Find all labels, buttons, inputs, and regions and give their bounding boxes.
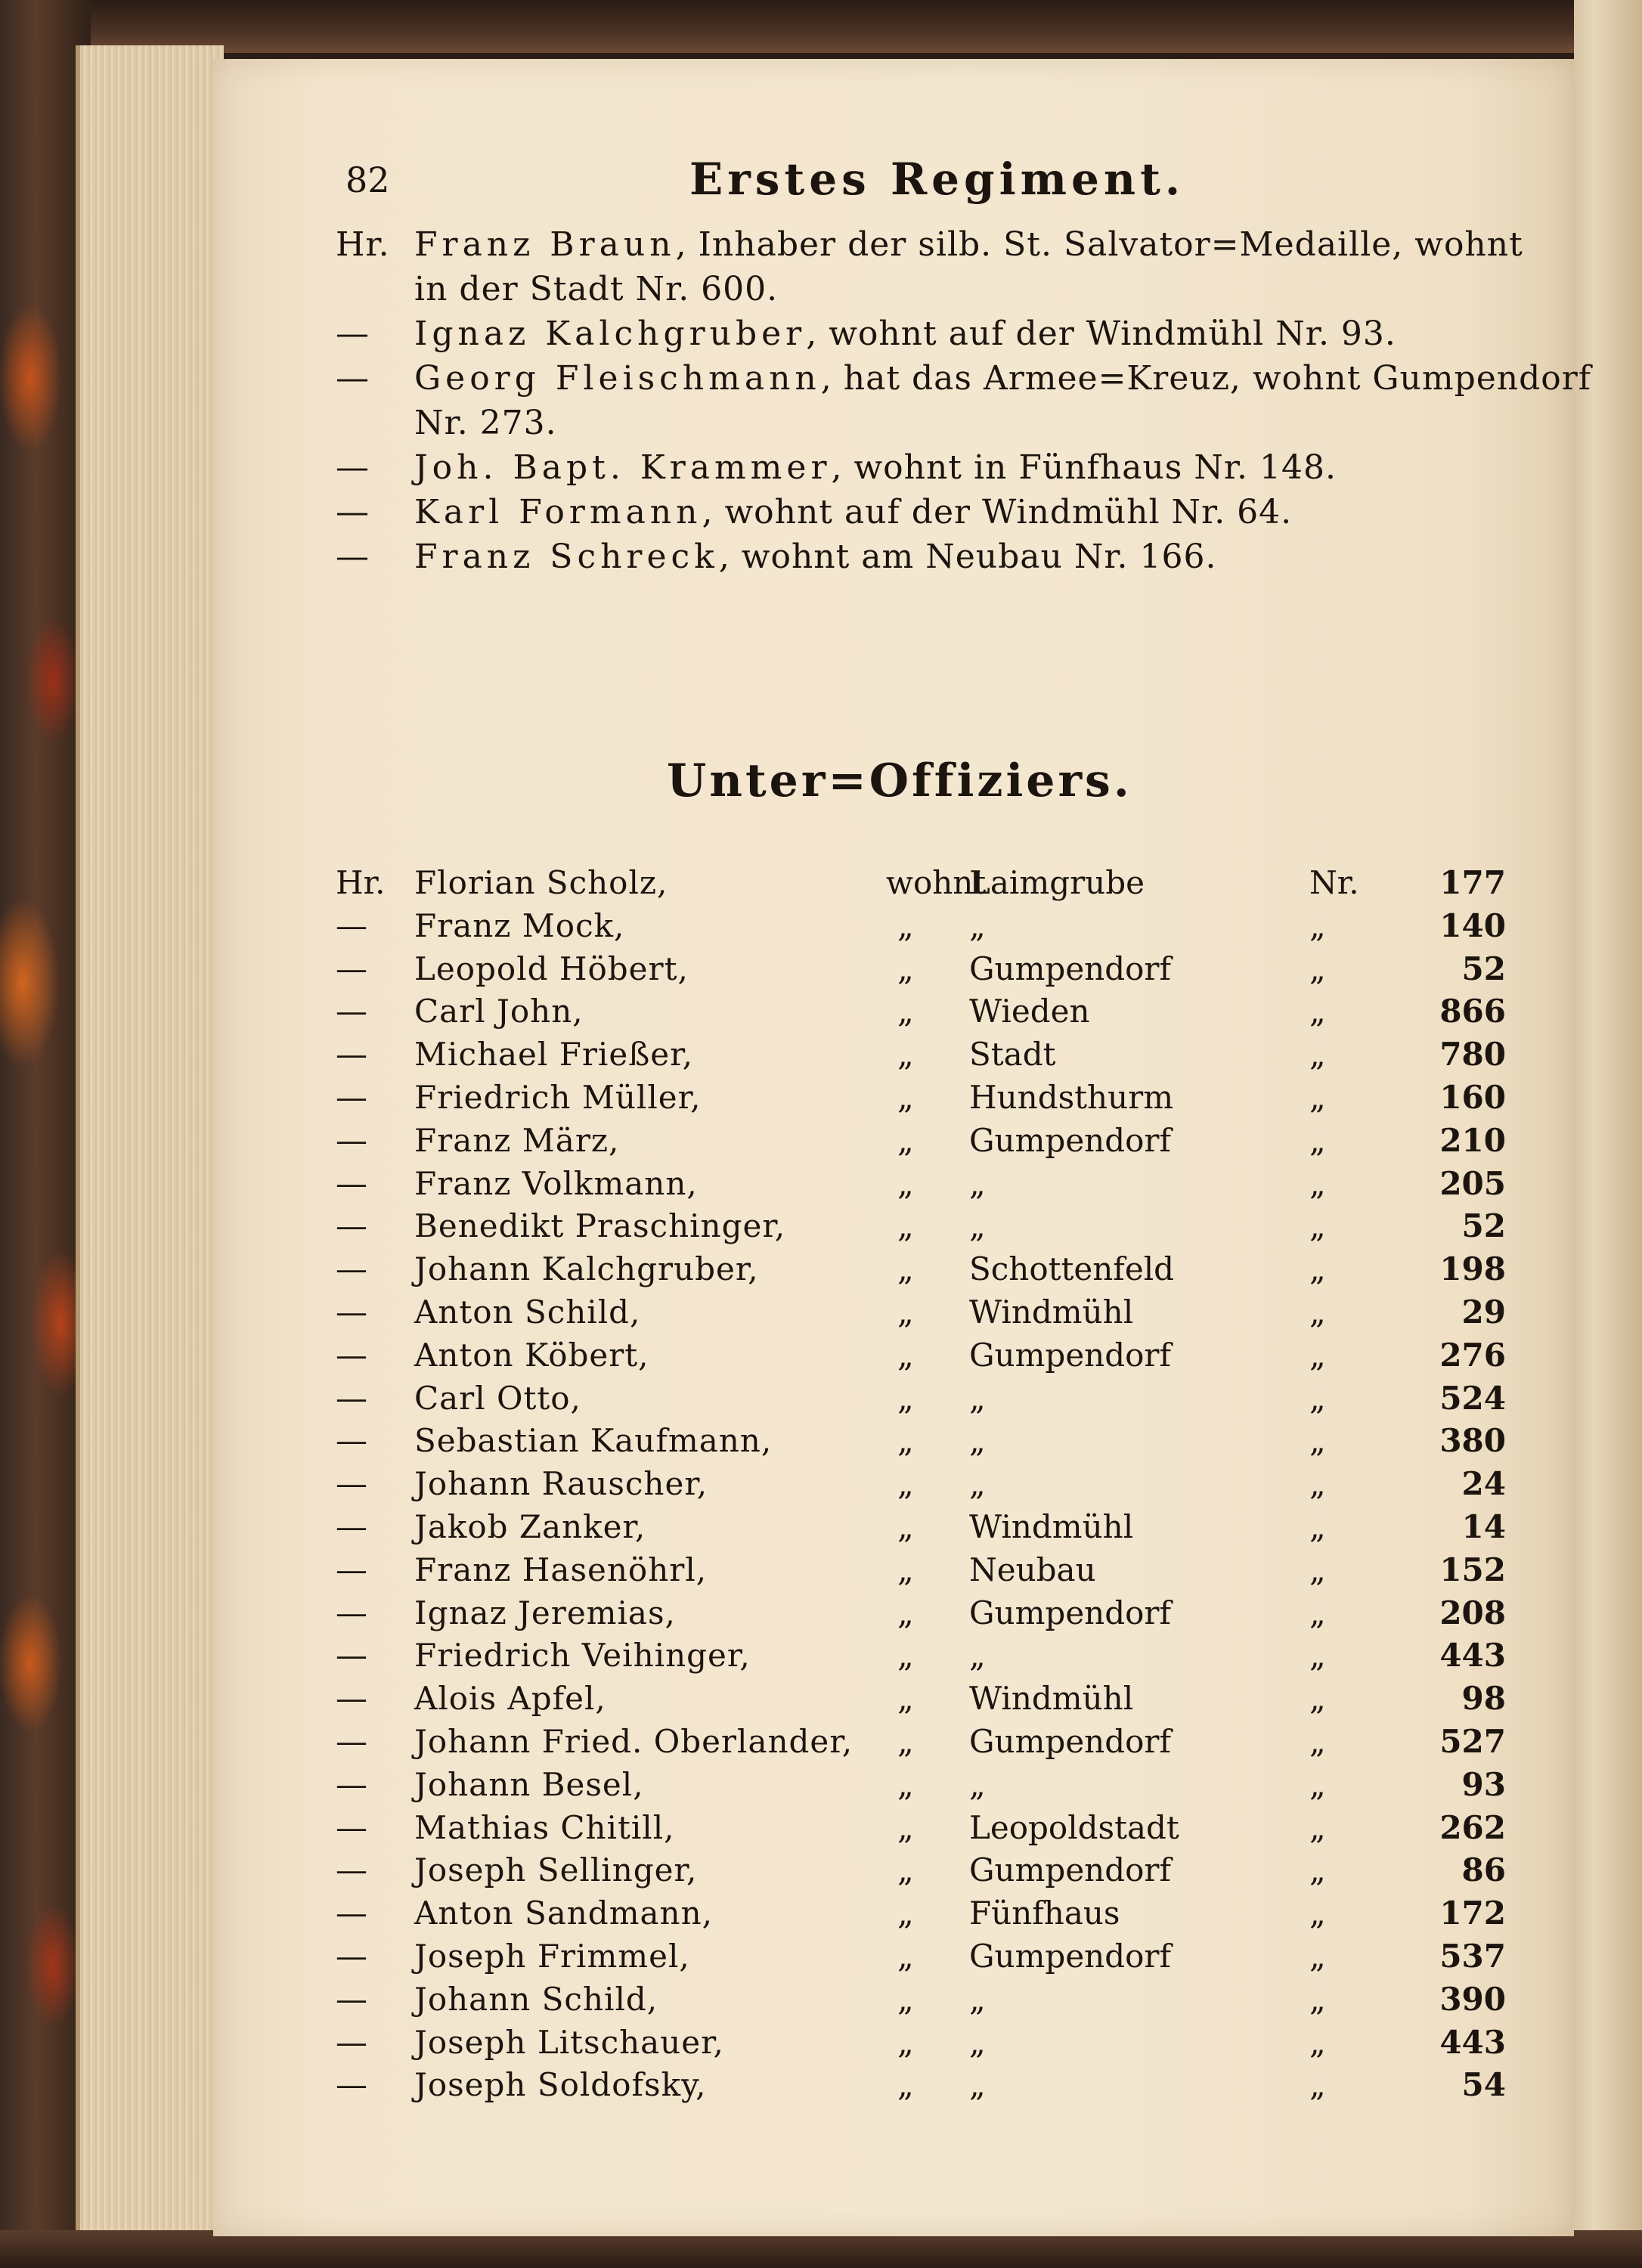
nr-label: „ xyxy=(1309,2023,1326,2061)
nr-label: „ xyxy=(1309,1336,1326,1374)
house-number: 152 xyxy=(1439,1551,1506,1588)
district-name: „ xyxy=(969,1422,986,1460)
district-name: Gumpendorf xyxy=(969,1851,1172,1889)
house-number: 198 xyxy=(1439,1250,1506,1288)
row-prefix: — xyxy=(336,1508,367,1545)
wohnt-label: „ xyxy=(897,1723,914,1760)
district-name: Stadt xyxy=(969,1036,1056,1074)
row-prefix: — xyxy=(336,1680,367,1718)
row-prefix: — xyxy=(336,906,367,944)
entry-name: Franz Braun xyxy=(414,225,676,264)
officer-name: Carl John, xyxy=(414,993,584,1030)
house-number: 380 xyxy=(1439,1422,1506,1460)
officer-name: Anton Sandmann, xyxy=(414,1895,714,1932)
row-prefix: — xyxy=(336,1551,367,1588)
officer-name: Johann Kalchgruber, xyxy=(414,1250,759,1288)
wohnt-label: „ xyxy=(897,1379,914,1417)
entry-text: Nr. 273. xyxy=(414,404,557,442)
nr-label: „ xyxy=(1309,1980,1326,2018)
entry-text: , wohnt am Neubau Nr. 166. xyxy=(718,538,1217,576)
row-prefix: — xyxy=(336,1294,367,1331)
wohnt-label: „ xyxy=(897,1808,914,1846)
officer-name: Leopold Höbert, xyxy=(414,950,689,987)
nr-label: „ xyxy=(1309,1808,1326,1846)
page-block-edges xyxy=(76,45,224,2238)
house-number: 205 xyxy=(1439,1164,1506,1202)
district-name: Gumpendorf xyxy=(969,1336,1172,1374)
row-prefix: — xyxy=(336,1765,367,1803)
wohnt-label: „ xyxy=(897,1294,914,1331)
top-entry-line xyxy=(336,493,1292,531)
officer-name: Joseph Soldofsky, xyxy=(414,2066,707,2104)
roster-row xyxy=(213,864,1574,906)
officer-name: Benedikt Praschinger, xyxy=(414,1207,786,1245)
house-number: 443 xyxy=(1439,2023,1506,2061)
entry-prefix: — xyxy=(336,538,370,576)
roster-row xyxy=(213,1895,1574,1937)
house-number: 14 xyxy=(1461,1508,1506,1545)
roster-row xyxy=(213,1637,1574,1679)
district-name: Neubau xyxy=(969,1551,1096,1588)
officer-name: Anton Köbert, xyxy=(414,1336,649,1374)
wohnt-label: „ xyxy=(897,1250,914,1288)
facing-page-edge xyxy=(1574,0,1642,2268)
roster-row xyxy=(213,1250,1574,1293)
row-prefix: — xyxy=(336,1980,367,2018)
wohnt-label: „ xyxy=(897,1680,914,1718)
entry-text: , wohnt auf der Windmühl Nr. 93. xyxy=(806,314,1396,353)
row-prefix: — xyxy=(336,1851,367,1889)
row-prefix: — xyxy=(336,993,367,1030)
officer-name: Franz Volkmann, xyxy=(414,1164,698,1202)
district-name: Gumpendorf xyxy=(969,1938,1172,1975)
nr-label: „ xyxy=(1309,1036,1326,1074)
row-prefix: — xyxy=(336,1079,367,1116)
page-number: 82 xyxy=(345,160,390,200)
house-number: 527 xyxy=(1439,1723,1506,1760)
row-prefix: — xyxy=(336,1465,367,1503)
roster-row xyxy=(213,1465,1574,1507)
wohnt-label: „ xyxy=(897,1465,914,1503)
row-prefix: — xyxy=(336,1637,367,1675)
wohnt-label: „ xyxy=(897,993,914,1030)
roster-row xyxy=(213,907,1574,950)
house-number: 24 xyxy=(1461,1465,1506,1503)
nr-label: „ xyxy=(1309,1079,1326,1116)
nr-label: Nr. xyxy=(1309,864,1359,901)
roster-row xyxy=(213,2066,1574,2108)
district-name: Schottenfeld xyxy=(969,1250,1175,1288)
book-cover-top xyxy=(0,0,1642,53)
roster-row xyxy=(213,1165,1574,1207)
district-name: „ xyxy=(969,1379,986,1417)
officer-name: Joseph Sellinger, xyxy=(414,1851,698,1889)
wohnt-label: „ xyxy=(897,1551,914,1588)
row-prefix: — xyxy=(336,950,367,987)
book-page xyxy=(213,59,1592,2236)
roster-row xyxy=(213,1723,1574,1765)
top-entry-line xyxy=(336,359,1591,398)
row-prefix: — xyxy=(336,1121,367,1159)
roster-row xyxy=(213,1851,1574,1894)
officer-name: Joseph Litschauer, xyxy=(414,2023,724,2061)
house-number: 210 xyxy=(1439,1121,1506,1159)
district-name: Gumpendorf xyxy=(969,1723,1172,1760)
officer-name: Johann Rauscher, xyxy=(414,1465,708,1503)
wohnt-label: „ xyxy=(897,1980,914,2018)
row-prefix: — xyxy=(336,1422,367,1460)
district-name: „ xyxy=(969,2066,986,2104)
section-heading: Unter=Offiziers. xyxy=(667,754,1132,807)
roster-row xyxy=(213,1938,1574,1980)
house-number: 52 xyxy=(1461,950,1506,987)
district-name: Fünfhaus xyxy=(969,1895,1120,1932)
roster-row xyxy=(213,1122,1574,1164)
house-number: 177 xyxy=(1439,864,1506,901)
running-head: Erstes Regiment. xyxy=(689,153,1185,205)
wohnt-label: „ xyxy=(897,1336,914,1374)
wohnt-label: „ xyxy=(897,1765,914,1803)
row-prefix: — xyxy=(336,1250,367,1288)
officer-name: Alois Apfel, xyxy=(414,1680,606,1718)
top-entry-line xyxy=(336,404,557,442)
house-number: 443 xyxy=(1439,1637,1506,1675)
district-name: Windmühl xyxy=(969,1508,1134,1545)
officer-name: Johann Besel, xyxy=(414,1765,644,1803)
roster-row xyxy=(213,1380,1574,1422)
officer-name: Franz Mock, xyxy=(414,906,625,944)
nr-label: „ xyxy=(1309,1121,1326,1159)
district-name: Hundsthurm xyxy=(969,1079,1174,1116)
house-number: 276 xyxy=(1439,1336,1506,1374)
wohnt-label: „ xyxy=(897,1938,914,1975)
district-name: „ xyxy=(969,1980,986,2018)
house-number: 29 xyxy=(1461,1294,1506,1331)
roster-row xyxy=(213,1766,1574,1808)
row-prefix: — xyxy=(336,1808,367,1846)
officer-name: Friedrich Müller, xyxy=(414,1079,702,1116)
row-prefix: — xyxy=(336,1164,367,1202)
house-number: 262 xyxy=(1439,1808,1506,1846)
officer-name: Ignaz Jeremias, xyxy=(414,1594,676,1631)
entry-name: Georg Fleischmann xyxy=(414,359,821,398)
nr-label: „ xyxy=(1309,1938,1326,1975)
nr-label: „ xyxy=(1309,1551,1326,1588)
roster-row xyxy=(213,1036,1574,1078)
wohnt-label: „ xyxy=(897,1637,914,1675)
row-prefix: — xyxy=(336,1036,367,1074)
roster-row xyxy=(213,1422,1574,1464)
wohnt-label: „ xyxy=(897,1207,914,1245)
nr-label: „ xyxy=(1309,1765,1326,1803)
nr-label: „ xyxy=(1309,1250,1326,1288)
officer-name: Friedrich Veihinger, xyxy=(414,1637,751,1675)
house-number: 390 xyxy=(1439,1980,1506,2018)
nr-label: „ xyxy=(1309,950,1326,987)
nr-label: „ xyxy=(1309,1379,1326,1417)
entry-text: , wohnt in Fünfhaus Nr. 148. xyxy=(831,448,1337,487)
district-name: „ xyxy=(969,906,986,944)
entry-text: in der Stadt Nr. 600. xyxy=(414,270,779,308)
house-number: 86 xyxy=(1461,1851,1506,1889)
wohnt-label: „ xyxy=(897,1851,914,1889)
nr-label: „ xyxy=(1309,1294,1326,1331)
district-name: „ xyxy=(969,1207,986,1245)
house-number: 208 xyxy=(1439,1594,1506,1631)
roster-row xyxy=(213,1809,1574,1851)
wohnt-label: „ xyxy=(897,2066,914,2104)
top-entry-line xyxy=(336,270,778,308)
house-number: 866 xyxy=(1439,993,1506,1030)
nr-label: „ xyxy=(1309,1680,1326,1718)
entry-name: Franz Schreck xyxy=(414,538,719,576)
district-name: Windmühl xyxy=(969,1680,1134,1718)
nr-label: „ xyxy=(1309,1851,1326,1889)
entry-prefix: — xyxy=(336,314,370,353)
row-prefix: — xyxy=(336,1594,367,1631)
district-name: Leopoldstadt xyxy=(969,1808,1179,1846)
nr-label: „ xyxy=(1309,1164,1326,1202)
house-number: 537 xyxy=(1439,1938,1506,1975)
officer-name: Florian Scholz, xyxy=(414,864,668,901)
nr-label: „ xyxy=(1309,1422,1326,1460)
row-prefix: Hr. xyxy=(336,864,386,901)
officer-name: Joseph Frimmel, xyxy=(414,1938,690,1975)
nr-label: „ xyxy=(1309,1637,1326,1675)
house-number: 93 xyxy=(1461,1765,1506,1803)
roster-row xyxy=(213,950,1574,993)
roster-row xyxy=(213,1294,1574,1336)
district-name: Wieden xyxy=(969,993,1090,1030)
roster-row xyxy=(213,1207,1574,1250)
house-number: 54 xyxy=(1461,2066,1506,2104)
officer-name: Jakob Zanker, xyxy=(414,1508,646,1545)
entry-prefix: Hr. xyxy=(336,225,390,264)
wohnt-label: „ xyxy=(897,950,914,987)
officer-name: Michael Frießer, xyxy=(414,1036,693,1074)
house-number: 140 xyxy=(1439,906,1506,944)
officer-name: Johann Fried. Oberlander, xyxy=(414,1723,854,1760)
top-entry-line xyxy=(336,314,1396,353)
district-name: „ xyxy=(969,1765,986,1803)
wohnt-label: „ xyxy=(897,1164,914,1202)
district-name: „ xyxy=(969,1465,986,1503)
row-prefix: — xyxy=(336,2066,367,2104)
row-prefix: — xyxy=(336,1723,367,1760)
district-name: Gumpendorf xyxy=(969,1594,1172,1631)
entry-name: Karl Formann xyxy=(414,493,702,531)
roster-row xyxy=(213,1337,1574,1379)
row-prefix: — xyxy=(336,1336,367,1374)
district-name: „ xyxy=(969,2023,986,2061)
entry-prefix: — xyxy=(336,359,370,398)
row-prefix: — xyxy=(336,2023,367,2061)
nr-label: „ xyxy=(1309,1895,1326,1932)
wohnt-label: wohnt xyxy=(886,864,987,901)
house-number: 172 xyxy=(1439,1895,1506,1932)
nr-label: „ xyxy=(1309,906,1326,944)
entry-text: , wohnt auf der Windmühl Nr. 64. xyxy=(702,493,1293,531)
officer-name: Mathias Chitill, xyxy=(414,1808,675,1846)
roster-row xyxy=(213,1551,1574,1594)
nr-label: „ xyxy=(1309,1207,1326,1245)
entry-text: , Inhaber der silb. St. Salvator=Medaille, wohnt xyxy=(675,225,1523,264)
entry-name: Joh. Bapt. Krammer xyxy=(414,448,832,487)
district-name: Laimgrube xyxy=(969,864,1145,901)
roster-row xyxy=(213,1079,1574,1121)
top-entry-line xyxy=(336,448,1337,487)
row-prefix: — xyxy=(336,1938,367,1975)
house-number: 780 xyxy=(1439,1036,1506,1074)
wohnt-label: „ xyxy=(897,1594,914,1631)
wohnt-label: „ xyxy=(897,1895,914,1932)
roster-row xyxy=(213,1508,1574,1551)
officer-name: Franz Hasenöhrl, xyxy=(414,1551,708,1588)
wohnt-label: „ xyxy=(897,1508,914,1545)
nr-label: „ xyxy=(1309,2066,1326,2104)
house-number: 524 xyxy=(1439,1379,1506,1417)
top-entry-line xyxy=(336,225,1523,264)
wohnt-label: „ xyxy=(897,1036,914,1074)
top-entry-line xyxy=(336,538,1216,576)
district-name: „ xyxy=(969,1637,986,1675)
officer-name: Johann Schild, xyxy=(414,1980,658,2018)
roster-row xyxy=(213,2024,1574,2066)
row-prefix: — xyxy=(336,1207,367,1245)
nr-label: „ xyxy=(1309,1594,1326,1631)
district-name: Gumpendorf xyxy=(969,950,1172,987)
entry-prefix: — xyxy=(336,448,370,487)
officer-name: Carl Otto, xyxy=(414,1379,581,1417)
district-name: „ xyxy=(969,1164,986,1202)
roster-row xyxy=(213,1680,1574,1722)
wohnt-label: „ xyxy=(897,906,914,944)
entry-text: , hat das Armee=Kreuz, wohnt Gumpendorf xyxy=(820,359,1592,398)
roster-row xyxy=(213,1594,1574,1637)
district-name: Windmühl xyxy=(969,1294,1134,1331)
nr-label: „ xyxy=(1309,993,1326,1030)
roster-row xyxy=(213,993,1574,1035)
wohnt-label: „ xyxy=(897,1121,914,1159)
roster-row xyxy=(213,1981,1574,2023)
wohnt-label: „ xyxy=(897,1079,914,1116)
officer-name: Franz März, xyxy=(414,1121,620,1159)
house-number: 98 xyxy=(1461,1680,1506,1718)
nr-label: „ xyxy=(1309,1723,1326,1760)
house-number: 52 xyxy=(1461,1207,1506,1245)
district-name: Gumpendorf xyxy=(969,1121,1172,1159)
officer-name: Anton Schild, xyxy=(414,1294,641,1331)
row-prefix: — xyxy=(336,1895,367,1932)
wohnt-label: „ xyxy=(897,1422,914,1460)
entry-name: Ignaz Kalchgruber xyxy=(414,314,807,353)
wohnt-label: „ xyxy=(897,2023,914,2061)
nr-label: „ xyxy=(1309,1465,1326,1503)
entry-prefix: — xyxy=(336,493,370,531)
row-prefix: — xyxy=(336,1379,367,1417)
officer-name: Sebastian Kaufmann, xyxy=(414,1422,773,1460)
house-number: 160 xyxy=(1439,1079,1506,1116)
nr-label: „ xyxy=(1309,1508,1326,1545)
